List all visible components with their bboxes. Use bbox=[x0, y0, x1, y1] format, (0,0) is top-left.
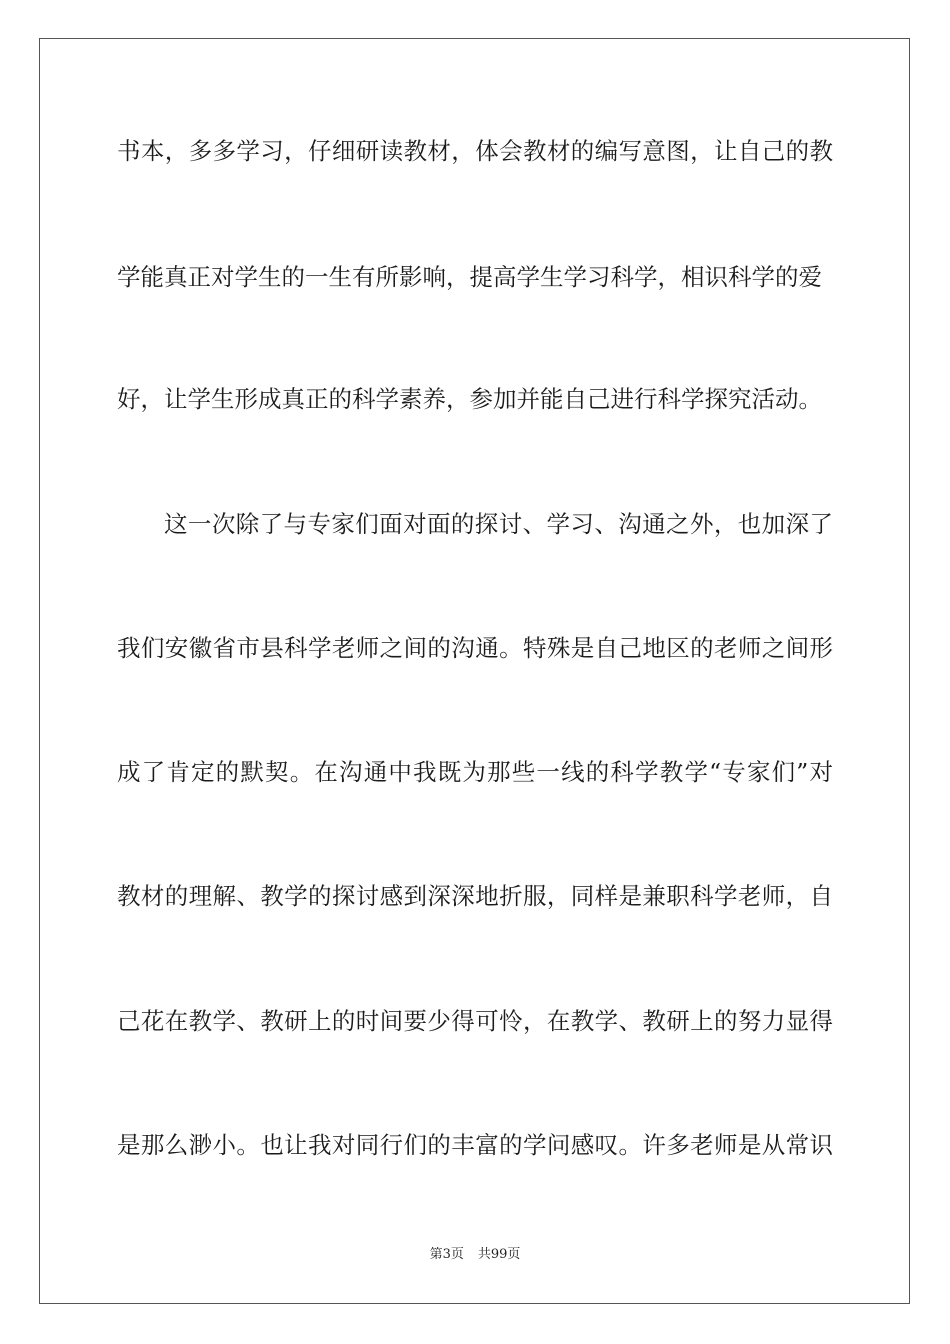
body-text-line: 这一次除了与专家们面对面的探讨、学习、沟通之外，也加深了 bbox=[164, 510, 833, 538]
page-frame bbox=[39, 38, 910, 1304]
body-text-line: 好，让学生形成真正的科学素养，参加并能自己进行科学探究活动。 bbox=[117, 385, 822, 413]
total-pages: 共99页 bbox=[477, 1247, 521, 1262]
body-text-line: 学能真正对学生的一生有所影响，提高学生学习科学，相识科学的爱 bbox=[117, 263, 822, 291]
body-text-line: 书本，多多学习，仔细研读教材，体会教材的编写意图，让自己的教 bbox=[117, 137, 833, 165]
body-text-line: 教材的理解、教学的探讨感到深深地折服，同样是兼职科学老师，自 bbox=[117, 882, 833, 910]
page-footer bbox=[0, 1246, 950, 1264]
body-text-line: 我们安徽省市县科学老师之间的沟通。特殊是自己地区的老师之间形 bbox=[117, 634, 833, 662]
body-text-line: 成了肯定的默契。在沟通中我既为那些一线的科学教学“专家们”对 bbox=[117, 758, 833, 786]
page-number: 第3页 bbox=[429, 1247, 464, 1262]
body-text-line: 是那么渺小。也让我对同行们的丰富的学问感叹。许多老师是从常识 bbox=[117, 1131, 833, 1159]
body-text-line: 己花在教学、教研上的时间要少得可怜，在教学、教研上的努力显得 bbox=[117, 1007, 833, 1035]
